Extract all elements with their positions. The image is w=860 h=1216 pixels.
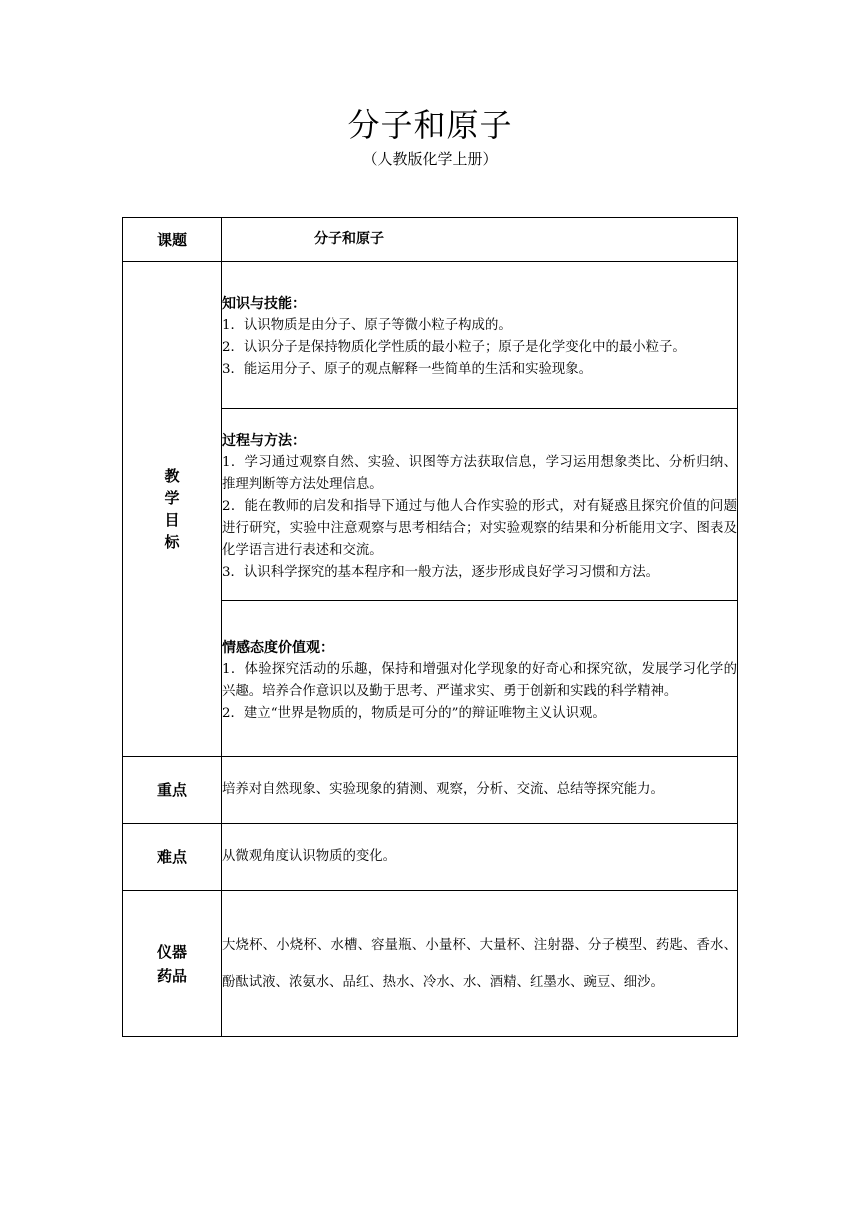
objectives-label: 教学目标 (164, 467, 180, 551)
lesson-plan-table (122, 217, 738, 1037)
key-point-value: 培养对自然现象、实验现象的猜测、观察，分析、交流、总结等探究能力。 (222, 757, 738, 824)
topic-label: 课题 (123, 218, 222, 262)
knowledge-cell (222, 262, 738, 409)
document-subtitle: （人教版化学上册） (362, 150, 498, 168)
key-point-label: 重点 (123, 757, 222, 824)
process-cell (222, 409, 738, 601)
materials-label: 仪器药品 (156, 942, 187, 985)
difficulty-row (123, 824, 738, 891)
key-point-row (123, 757, 738, 824)
knowledge-item: 2．认识分子是保持物质化学性质的最小粒子；原子是化学变化中的最小粒子。 (222, 340, 686, 355)
knowledge-item: 1．认识物质是由分子、原子等微小粒子构成的。 (222, 318, 512, 333)
document-title: 分子和原子 (347, 106, 513, 144)
topic-value: 分子和原子 (314, 231, 384, 247)
materials-label-cell (123, 891, 222, 1037)
topic-row (123, 218, 738, 262)
process-item: 1．学习通过观察自然、实验、识图等方法获取信息，学习运用想象类比、分析归纳、推理判断等方法处理信息。 (222, 454, 737, 492)
materials-value-cell (222, 891, 738, 1037)
materials-value: 大烧杯、小烧杯、水槽、容量瓶、小量杯、大量杯、注射器、分子模型、药匙、香水、酚酞试液、浓氨水、品红、热水、冷水、水、酒精、红墨水、豌豆、细沙。 (222, 937, 737, 990)
difficulty-value: 从微观角度认识物质的变化。 (222, 824, 738, 891)
objectives-label-cell (123, 262, 222, 757)
materials-row (123, 891, 738, 1037)
attitude-item: 2．建立“世界是物质的，物质是可分的”的辩证唯物主义认识观。 (222, 705, 606, 721)
topic-value-cell (222, 218, 738, 262)
process-item: 3．认识科学探究的基本程序和一般方法，逐步形成良好学习习惯和方法。 (222, 564, 660, 580)
objectives-knowledge-row (123, 262, 738, 409)
process-heading: 过程与方法： (222, 432, 306, 449)
knowledge-heading: 知识与技能： (222, 296, 306, 312)
attitude-cell (222, 601, 738, 757)
process-item: 2．能在教师的启发和指导下通过与他人合作实验的形式，对有疑惑且探究价值的问题进行研究，实验中注意观察与思考相结合；对实验观察的结果和分析能用文字、图表及化学语言进行表述和交流。 (222, 498, 737, 558)
attitude-item: 1．体验探究活动的乐趣，保持和增强对化学现象的好奇心和探究欲，发展学习化学的兴趣。培养合作意识以及勤于思考、严谨求实、勇于创新和实践的科学精神。 (222, 661, 737, 699)
difficulty-label: 难点 (123, 824, 222, 891)
knowledge-item: 3．能运用分子、原子的观点解释一些简单的生活和实验现象。 (222, 362, 593, 377)
attitude-heading: 情感态度价值观： (222, 639, 334, 656)
